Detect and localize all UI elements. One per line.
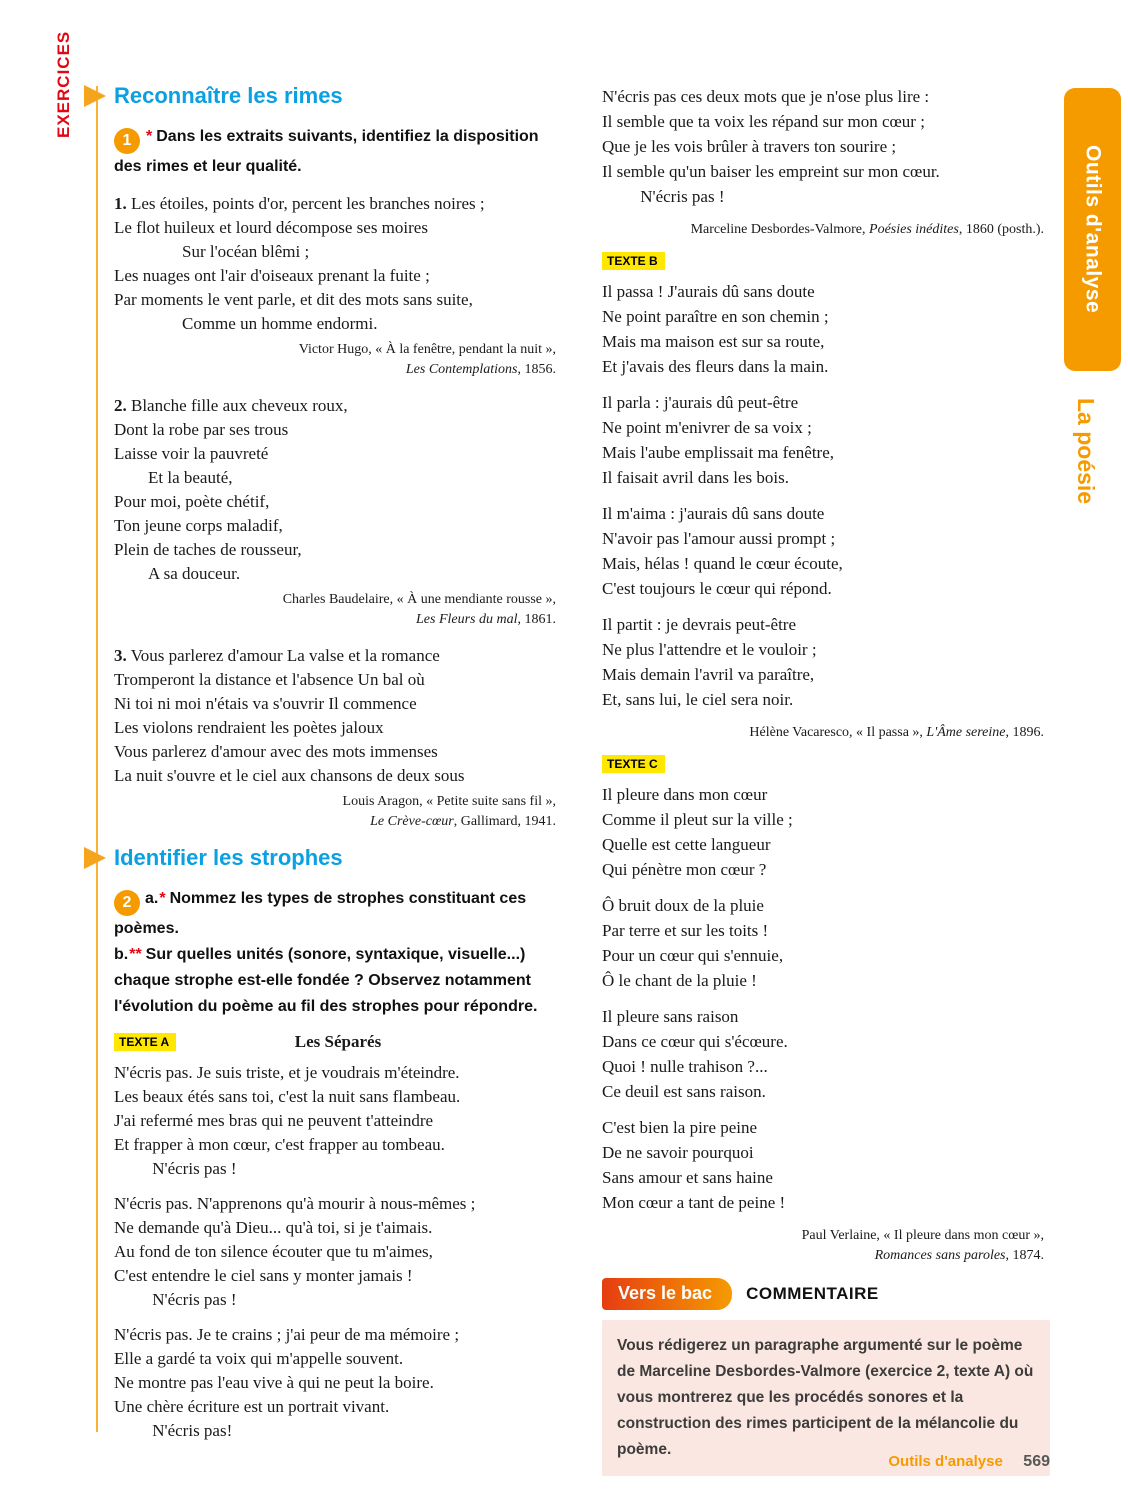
bac-category-label: COMMENTAIRE bbox=[746, 1284, 879, 1303]
poem-lines: Dont la robe par ses trous Laisse voir la pauvreté Et la beauté, Pour moi, poète chétif, Ton jeune corps maladif, Plein de taches de rousseur, A sa douceur. bbox=[114, 420, 302, 583]
vers-le-bac-task: Vous rédigerez un paragraphe argumenté sur le poème de Marceline Desbordes-Valmore (exercice 2, texte A) où vous montrerez que les procédés sonores et la construction des rimes participent de la mélancolie du poème. bbox=[602, 1320, 1050, 1476]
page-footer bbox=[601, 1453, 1050, 1471]
poem-les-separes-cont bbox=[602, 84, 1050, 209]
stanza-4: Il partit : je devrais peut-être Ne plus l'attendre et le vouloir ; Mais demain l'avril va paraître, Et, sans lui, le ciel sera noir. bbox=[602, 615, 817, 709]
exercise-1-number-badge: 1 bbox=[114, 128, 140, 154]
left-column bbox=[114, 84, 562, 1476]
attribution-line: Marceline Desbordes-Valmore, Poésies inédites, 1860 (posth.). bbox=[690, 222, 1044, 237]
stanza-3: Il pleure sans raison Dans ce cœur qui s'écœure. Quoi ! nulle trahison ?... Ce deuil est sans raison. bbox=[602, 1007, 788, 1101]
page-number: 569 bbox=[1023, 1453, 1050, 1470]
difficulty-star: ** bbox=[129, 946, 142, 963]
stanza-2: Ô bruit doux de la pluie Par terre et sur les toits ! Pour un cœur qui s'ennuie, Ô le chant de la pluie ! bbox=[602, 896, 784, 990]
difficulty-star: * bbox=[146, 128, 153, 145]
attribution-aragon bbox=[114, 792, 556, 832]
texte-c-header bbox=[602, 755, 1050, 773]
texte-a-header bbox=[114, 1032, 562, 1052]
attribution-verlaine bbox=[602, 1226, 1044, 1266]
vers-le-bac-header bbox=[602, 1278, 1050, 1310]
side-tab-outils-analyse bbox=[1064, 88, 1121, 371]
poem-il-pleure bbox=[602, 782, 1050, 1215]
stanza-1: Il pleure dans mon cœur Comme il pleut sur la ville ; Quelle est cette langueur Qui pénètre mon cœur ? bbox=[602, 785, 793, 879]
exercise-1-instruction bbox=[114, 124, 562, 180]
vers-le-bac-badge: Vers le bac bbox=[602, 1278, 732, 1310]
texte-c-label: TEXTE C bbox=[602, 755, 665, 773]
attribution-vacaresco bbox=[602, 723, 1044, 743]
side-tab-label: Outils d'analyse bbox=[1081, 145, 1105, 314]
attribution-baudelaire bbox=[114, 590, 556, 630]
attribution-line: Hélène Vacaresco, « Il passa », L'Âme sereine, 1896. bbox=[749, 725, 1044, 740]
section-arrow-icon bbox=[84, 85, 106, 107]
attribution-line: Charles Baudelaire, « À une mendiante rousse », bbox=[282, 592, 556, 607]
attribution-line: Victor Hugo, « À la fenêtre, pendant la nuit », bbox=[298, 342, 556, 357]
stanza-3: N'écris pas. Je te crains ; j'ai peur de ma mémoire ; Elle a gardé ta voix qui m'appelle souvent. Ne montre pas l'eau vive à qui ne peut la boire. Une chère écriture est un portrait vivant. N'écris pas! bbox=[114, 1325, 460, 1440]
poem-line: Les étoiles, points d'or, percent les branches noires ; bbox=[131, 194, 485, 213]
stanza-4: N'écris pas ces deux mots que je n'ose plus lire : Il semble que ta voix les répand sur mon cœur ; Que je les vois brûler à travers ton sourire ; Il semble qu'un baiser les empreint sur mon cœur. N'écris pas ! bbox=[602, 87, 940, 206]
attribution-line: Les Contemplations, 1856. bbox=[405, 362, 556, 377]
poem-aragon bbox=[114, 644, 562, 788]
attribution-hugo bbox=[114, 340, 556, 380]
poem-title-les-separes: Les Séparés bbox=[294, 1032, 382, 1051]
texte-b-header bbox=[602, 252, 1050, 270]
poem-line: Blanche fille aux cheveux roux, bbox=[131, 396, 348, 415]
poem-number: 2. bbox=[114, 396, 127, 415]
exercise-2a: 2 a.* Nommez les types de strophes constituant ces poèmes. bbox=[114, 890, 527, 937]
poem-line: Vous parlerez d'amour La valse et la romance bbox=[130, 646, 440, 665]
vertical-rule bbox=[96, 86, 98, 1432]
edge-label-exercices: EXERCICES bbox=[54, 30, 73, 138]
poem-baudelaire bbox=[114, 394, 562, 586]
exercise-2b-text: Sur quelles unités (sonore, syntaxique, visuelle...) chaque strophe est-elle fondée ? Observez notamment l'évolution du poème au fil des strophes pour répondre. bbox=[114, 946, 538, 1015]
poem-number: 1. bbox=[114, 194, 127, 213]
difficulty-star: * bbox=[159, 890, 166, 907]
section-title: Reconnaître les rimes bbox=[114, 83, 343, 108]
right-column bbox=[602, 84, 1050, 1476]
side-label-la-poesie: La poésie bbox=[1073, 398, 1099, 505]
poem-number: 3. bbox=[114, 646, 127, 665]
poem-lines: Tromperont la distance et l'absence Un bal où Ni toi ni moi n'étais va s'ouvrir Il commence Les violons rendraient les poètes jaloux Vous parlerez d'amour avec des mots immenses La nuit s'ouvre et le ciel aux chansons de deux sous bbox=[114, 670, 465, 785]
footer-section-label: Outils d'analyse bbox=[888, 1453, 1003, 1470]
attribution-line: Le Crève-cœur, Gallimard, 1941. bbox=[370, 814, 556, 829]
page-content bbox=[114, 84, 1050, 1476]
attribution-line: Les Fleurs du mal, 1861. bbox=[416, 612, 556, 627]
stanza-4: C'est bien la pire peine De ne savoir pourquoi Sans amour et sans haine Mon cœur a tant de peine ! bbox=[602, 1118, 786, 1212]
exercise-2b: b.** Sur quelles unités (sonore, syntaxique, visuelle...) chaque strophe est-elle fondée ? Observez notamment l'évolution du poème au fil des strophes pour répondre. bbox=[114, 946, 538, 1015]
stanza-1: N'écris pas. Je suis triste, et je voudrais m'éteindre. Les beaux étés sans toi, c'est la nuit sans flambeau. J'ai refermé mes bras qui ne peuvent t'atteindre Et frapper à mon cœur, c'est frapper au tombeau. N'écris pas ! bbox=[114, 1063, 461, 1178]
exercise-2a-text: Nommez les types de strophes constituant ces poèmes. bbox=[114, 890, 527, 937]
attribution-line: Louis Aragon, « Petite suite sans fil », bbox=[342, 794, 556, 809]
exercise-1-text: Dans les extraits suivants, identifiez la disposition des rimes et leur qualité. bbox=[114, 128, 539, 175]
attribution-line: Paul Verlaine, « Il pleure dans mon cœur », bbox=[801, 1228, 1044, 1243]
exercise-2-instruction bbox=[114, 886, 562, 1020]
attribution-desbordes-valmore bbox=[602, 220, 1044, 240]
stanza-2: Il parla : j'aurais dû peut-être Ne point m'enivrer de sa voix ; Mais l'aube emplissait ma fenêtre, Il faisait avril dans les bois. bbox=[602, 393, 835, 487]
stanza-3: Il m'aima : j'aurais dû sans doute N'avoir pas l'amour aussi prompt ; Mais, hélas ! quand le cœur écoute, C'est toujours le cœur qui répond. bbox=[602, 504, 843, 598]
poem-lines: Le flot huileux et lourd décompose ses moires Sur l'océan blêmi ; Les nuages ont l'air d'oiseaux prenant la fuite ; Par moments le vent parle, et dit des mots sans suite, Comme un homme endormi. bbox=[114, 218, 473, 333]
poem-il-passa bbox=[602, 279, 1050, 712]
section-arrow-icon bbox=[84, 847, 106, 869]
poem-hugo bbox=[114, 192, 562, 336]
poem-les-separes bbox=[114, 1061, 562, 1443]
exercise-2-number-badge: 2 bbox=[114, 890, 140, 916]
attribution-line: Romances sans paroles, 1874. bbox=[874, 1248, 1044, 1263]
section-heading-strophes bbox=[114, 846, 562, 870]
stanza-2: N'écris pas. N'apprenons qu'à mourir à nous-mêmes ; Ne demande qu'à Dieu... qu'à toi, si je t'aimais. Au fond de ton silence écouter que tu m'aimes, C'est entendre le ciel sans y monter jamais ! N'écris pas ! bbox=[114, 1194, 476, 1309]
section-title: Identifier les strophes bbox=[114, 845, 343, 870]
section-heading-rimes bbox=[114, 84, 562, 108]
texte-a-label: TEXTE A bbox=[114, 1033, 176, 1051]
texte-b-label: TEXTE B bbox=[602, 252, 665, 270]
stanza-1: Il passa ! J'aurais dû sans doute Ne point paraître en son chemin ; Mais ma maison est sur sa route, Et j'avais des fleurs dans la main. bbox=[602, 282, 829, 376]
